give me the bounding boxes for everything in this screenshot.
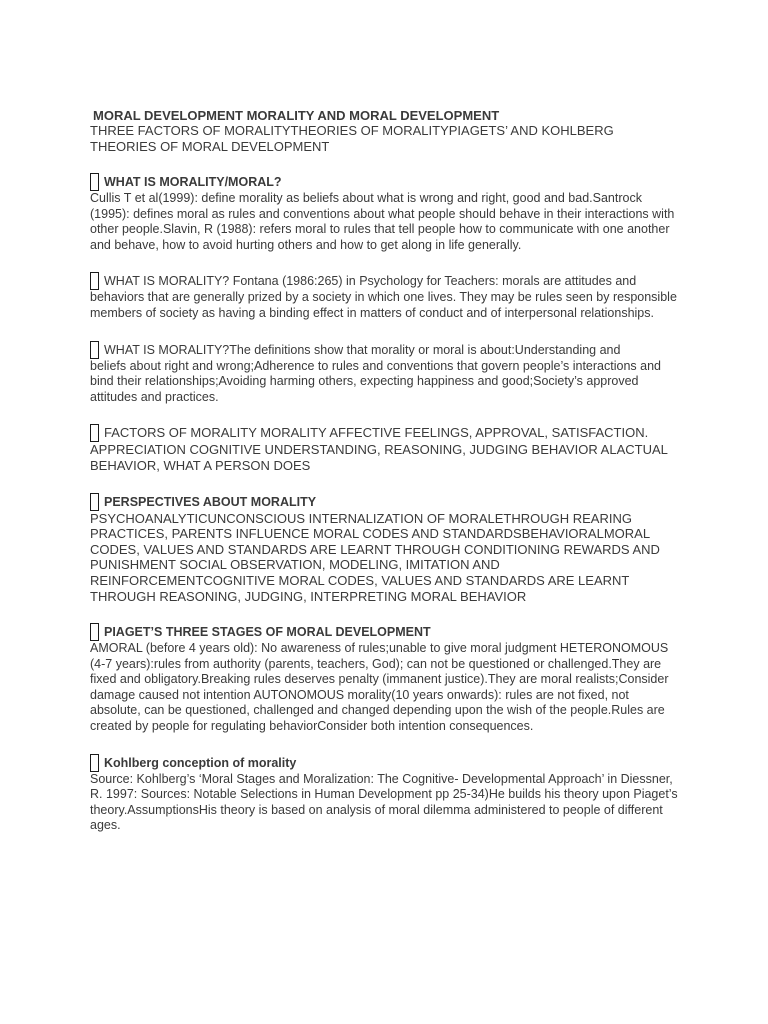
section-heading: WHAT IS MORALITY/MORAL? xyxy=(104,175,282,189)
section-heading: Kohlberg conception of morality xyxy=(104,755,297,770)
document-content xyxy=(90,108,680,834)
section-first-line: FACTORS OF MORALITY MORALITY AFFECTIVE FEELINGS, APPROVAL, SATISFACTION. xyxy=(104,425,649,441)
missing-glyph-box-icon xyxy=(90,173,99,191)
section-body: APPRECIATION COGNITIVE UNDERSTANDING, REASONING, JUDGING BEHAVIOR ALACTUAL BEHAVIOR, WHAT A PERSON DOES xyxy=(90,442,668,473)
section-first-line: WHAT IS MORALITY?The definitions show that morality or moral is about:Understanding and xyxy=(104,342,621,357)
section-perspectives xyxy=(90,493,680,605)
section-body: AMORAL (before 4 years old): No awareness of rules;unable to give moral judgment HETERONOMOUS (4-7 years):rules from authority (parents, teachers, God); can not be questioned or challenged.They are fixed and obligatory.Breaking rules deserves penalty (immanent justice).They are moral realists;Consider damage caused not intention AUTONOMOUS morality(10 years onwards): rules are not fixed, not absolute, can be questioned, challenged and changed depending upon the wish of the people.Rules are created by people for regulating behaviorConsider both intention consequences. xyxy=(90,641,669,734)
section-factors-of-morality xyxy=(90,424,680,473)
missing-glyph-box-icon xyxy=(90,341,99,359)
missing-glyph-box-icon xyxy=(90,623,99,641)
section-body: Source: Kohlberg’s ‘Moral Stages and Moralization: The Cognitive- Developmental Approach’ in Diessner, R. 1997: Sources: Notable Selections in Human Development pp 25-34)He builds his theory upon Piaget’s theory.AssumptionsHis theory is based on analysis of moral dilemma administered to people of different ages. xyxy=(90,771,678,833)
section-first-line: WHAT IS MORALITY? Fontana (1986:265) in Psychology for Teachers: morals are attitudes and xyxy=(104,274,637,289)
section-what-is-morality xyxy=(90,173,680,253)
missing-glyph-box-icon xyxy=(90,272,99,290)
document-subtitle: THREE FACTORS OF MORALITYTHEORIES OF MORALITYPIAGETS’ AND KOHLBERG THEORIES OF MORAL DEVELOPMENT xyxy=(90,123,614,154)
section-heading: PERSPECTIVES ABOUT MORALITY xyxy=(104,494,317,509)
section-heading: PIAGET’S THREE STAGES OF MORAL DEVELOPMENT xyxy=(104,625,431,640)
section-morality-definitions xyxy=(90,341,680,406)
section-body: beliefs about right and wrong;Adherence to rules and conventions that govern people’s interactions and bind their relationships;Avoiding harming others, expecting happiness and good;Society’s approved attitudes and practices. xyxy=(90,358,661,404)
section-body: Cullis T et al(1999): define morality as beliefs about what is wrong and right, good and bad.Santrock (1995): defines moral as rules and conventions about what people should behave in their interactions with other people.Slavin, R (1988): refers moral to rules that tell people how to communicate with one another and behave, how to avoid hurting others and how to get along in life generally. xyxy=(90,191,675,252)
section-body: PSYCHOANALYTICUNCONSCIOUS INTERNALIZATION OF MORALETHROUGH REARING PRACTICES, PARENTS INFLUENCE MORAL CODES AND STANDARDSBEHAVIORALMORAL CODES, VALUES AND STANDARDS ARE LEARNT THROUGH CONDITIONING REWARDS AND PUNISHMENT SOCIAL OBSERVATION, MODELING, IMITATION AND REINFORCEMENTCOGNITIVE MORAL CODES, VALUES AND STANDARDS ARE LEARNT THROUGH REASONING, JUDGING, INTERPRETING MORAL BEHAVIOR xyxy=(90,510,660,604)
section-kohlberg xyxy=(90,754,680,834)
missing-glyph-box-icon xyxy=(90,493,99,511)
section-body: behaviors that are generally prized by a society in which one lives. They may be rules seen by responsible members of society as having a binding effect in matters of conduct and of interpersonal relationships. xyxy=(90,290,677,320)
missing-glyph-box-icon xyxy=(90,754,99,772)
section-piaget-stages xyxy=(90,623,680,735)
missing-glyph-box-icon xyxy=(90,424,99,442)
document-title: MORAL DEVELOPMENT MORALITY AND MORAL DEVELOPMENT xyxy=(93,108,500,123)
section-fontana-definition xyxy=(90,272,680,321)
